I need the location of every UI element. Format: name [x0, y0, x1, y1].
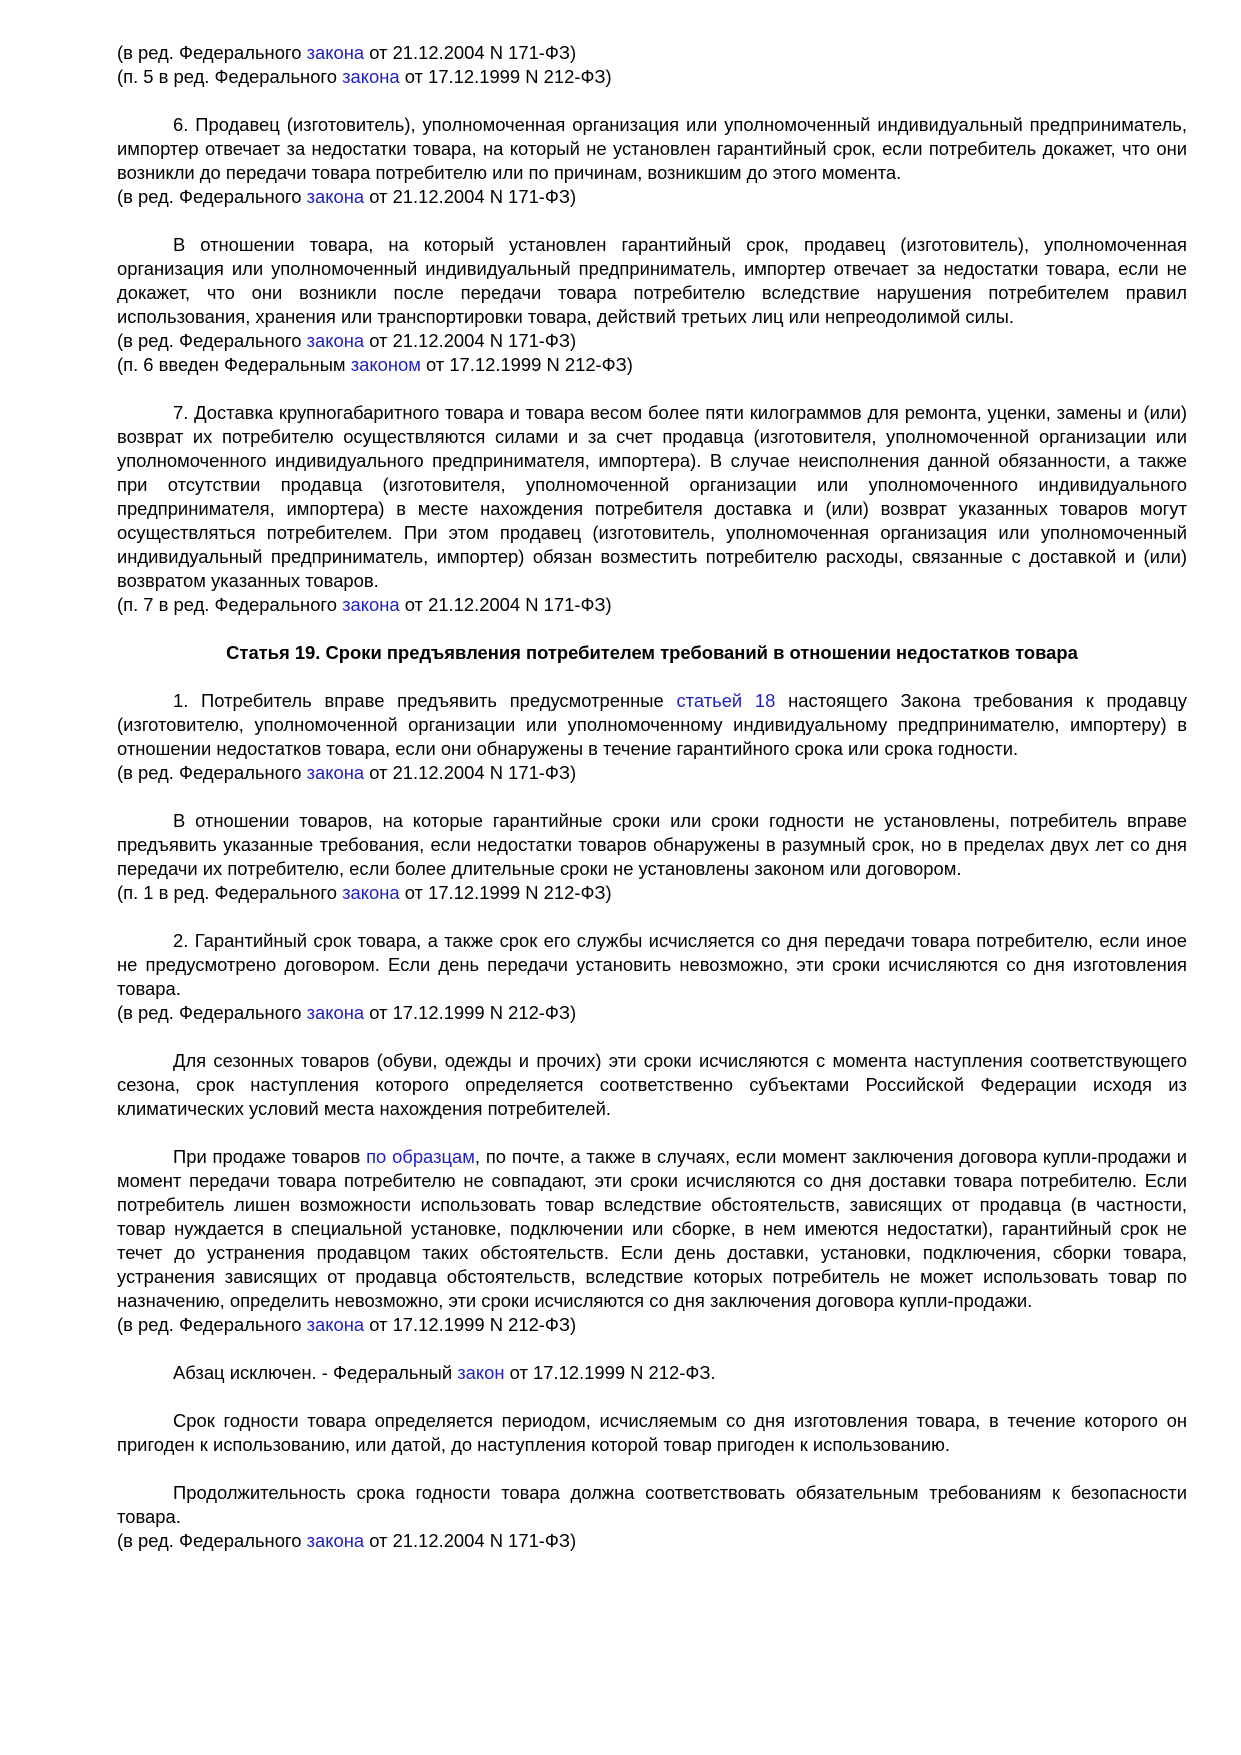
shelf-life-duration-paragraph: Продолжительность срока годности товара должна соответствовать обязательным требованиям к безопасности товара. [117, 1482, 1187, 1527]
law-link[interactable]: закона [342, 594, 400, 615]
excluded-paragraph [117, 1361, 1187, 1385]
note-text: (п. 1 в ред. Федерального [117, 882, 343, 903]
paragraph-text: , по почте, а также в случаях, если момент заключения договора купли-продажи и момент передачи товара потребителю не совпадают, эти сроки исчисляются со дня доставки товара потребителю. Если потребитель лишен возможности использовать товар вследствие обстоятельств, зависящих от продавца (в частности, товар нуждается в специальной установке, подключении или сборке, в нем имеются недостатки), гарантийный срок не течет до устранения продавцом таких обстоятельств. Если день доставки, установки, подключения, сборки товара, устранения зависящих от продавца обстоятельств, вследствие которых потребитель не может использовать товар по назначению, определить невозможно, эти сроки исчисляются со дня заключения договора купли-продажи. [117, 1146, 1187, 1311]
shelf-life-paragraph: Срок годности товара определяется периодом, исчисляемым со дня изготовления товара, в течение которого он пригоден к использованию, или датой, до наступления которой товар пригоден к использованию. [117, 1410, 1187, 1455]
spacer [117, 377, 1187, 401]
note-text: (п. 7 в ред. Федерального [117, 594, 343, 615]
spacer [117, 665, 1187, 689]
note-text: (в ред. Федерального [117, 1314, 307, 1335]
article-19-paragraph-1 [117, 689, 1187, 761]
law-link[interactable]: закона [306, 1314, 365, 1335]
note-text: от 17.12.1999 N 212-ФЗ) [399, 882, 612, 903]
article-19-heading: Статья 19. Сроки предъявления потребителем требований в отношении недостатков товара [226, 642, 1078, 663]
spacer [117, 1457, 1187, 1481]
note-text: от 17.12.1999 N 212-ФЗ) [364, 1002, 577, 1023]
paragraph-6-warranty: В отношении товара, на который установлен гарантийный срок, продавец (изготовитель), уполномоченная организация или уполномоченный индивидуальный предприниматель, импортер отвечает за недостатки товара, если не докажет, что они возникли после передачи товара потребителю вследствие нарушения потребителем правил использования, хранения или транспортировки товара, действий третьих лиц или непреодолимой силы. [117, 234, 1187, 327]
spacer [117, 209, 1187, 233]
note-text: от 21.12.2004 N 171-ФЗ) [364, 762, 577, 783]
note-text: от 21.12.2004 N 171-ФЗ) [364, 42, 577, 63]
note-text: (п. 6 введен Федеральным [117, 354, 351, 375]
note-text: (в ред. Федерального [117, 1002, 307, 1023]
amendment-note [117, 761, 1187, 785]
spacer [117, 617, 1187, 641]
note-text: от 21.12.2004 N 171-ФЗ) [399, 594, 612, 615]
amendment-note [117, 1001, 1187, 1025]
law-link[interactable]: закона [306, 1530, 365, 1551]
note-text: (п. 5 в ред. Федерального [117, 66, 343, 87]
paragraph-text: Абзац исключен. - Федеральный [173, 1362, 458, 1383]
law-link[interactable]: закона [306, 330, 365, 351]
amendment-note [117, 353, 1187, 377]
paragraph-6: 6. Продавец (изготовитель), уполномоченная организация или уполномоченный индивидуальный предприниматель, импортер отвечает за недостатки товара, на который не установлен гарантийный срок, если потребитель докажет, что они возникли до передачи товара потребителю или по причинам, возникшим до этого момента. [117, 114, 1187, 183]
law-link[interactable]: законом [350, 354, 421, 375]
samples-link[interactable]: по образцам [366, 1146, 475, 1167]
paragraph-text: от 17.12.1999 N 212-ФЗ. [504, 1362, 716, 1383]
sample-sales-paragraph [117, 1145, 1187, 1313]
seasonal-goods-paragraph: Для сезонных товаров (обуви, одежды и прочих) эти сроки исчисляются с момента наступления соответствующего сезона, срок наступления которого определяется соответственно субъектами Российской Федерации исходя из климатических условий места нахождения потребителей. [117, 1050, 1187, 1119]
note-text: от 21.12.2004 N 171-ФЗ) [364, 186, 577, 207]
paragraph-text: При продаже товаров [173, 1146, 367, 1167]
article-19-paragraph-1-no-term: В отношении товаров, на которые гарантийные сроки или сроки годности не установлены, потребитель вправе предъявить указанные требования, если недостатки товаров обнаружены в разумный срок, но в пределах двух лет со дня передачи их потребителю, если более длительные сроки не установлены законом или договором. [117, 810, 1187, 879]
law-link[interactable]: закона [306, 186, 365, 207]
law-link[interactable]: закона [306, 42, 365, 63]
amendment-note [117, 41, 1187, 65]
note-text: от 17.12.1999 N 212-ФЗ) [399, 66, 612, 87]
paragraph-text: 1. Потребитель вправе предъявить предусмотренные [173, 690, 677, 711]
amendment-note [117, 185, 1187, 209]
spacer [117, 89, 1187, 113]
note-text: (в ред. Федерального [117, 42, 307, 63]
spacer [117, 1121, 1187, 1145]
amendment-note [117, 881, 1187, 905]
amendment-note [117, 1529, 1187, 1553]
note-text: от 17.12.1999 N 212-ФЗ) [420, 354, 633, 375]
law-link[interactable]: закона [306, 762, 365, 783]
amendment-note [117, 593, 1187, 617]
spacer [117, 785, 1187, 809]
amendment-note [117, 329, 1187, 353]
article-18-link[interactable]: статьей 18 [676, 690, 776, 711]
note-text: (в ред. Федерального [117, 762, 307, 783]
amendment-note [117, 1313, 1187, 1337]
paragraph-7: 7. Доставка крупногабаритного товара и товара весом более пяти килограммов для ремонта, уценки, замены и (или) возврат их потребителю осуществляются силами и за счет продавца (изготовителя, уполномоченной организации или уполномоченного индивидуального предпринимателя, импортера). В случае неисполнения данной обязанности, а также при отсутствии продавца (изготовителя, уполномоченной организации или уполномоченного индивидуального предпринимателя, импортера) в месте нахождения потребителя доставка и (или) возврат указанных товаров могут осуществляться потребителем. При этом продавец (изготовитель, уполномоченная организация или уполномоченный индивидуальный предприниматель, импортер) обязан возместить потребителю расходы, связанные с доставкой и (или) возвратом указанных товаров. [117, 402, 1187, 591]
article-19-paragraph-2: 2. Гарантийный срок товара, а также срок его службы исчисляется со дня передачи товара потребителю, если иное не предусмотрено договором. Если день передачи установить невозможно, эти сроки исчисляются со дня изготовления товара. [117, 930, 1187, 999]
note-text: от 17.12.1999 N 212-ФЗ) [364, 1314, 577, 1335]
note-text: (в ред. Федерального [117, 186, 307, 207]
note-text: (в ред. Федерального [117, 330, 307, 351]
paragraph-text: настоящего Закона требования к продавцу (изготовителю, уполномоченной организации или уполномоченному индивидуальному предпринимателю, импортеру) в отношении недостатков товара, если они обнаружены в течение гарантийного срока или срока годности. [117, 690, 1187, 759]
spacer [117, 1337, 1187, 1361]
spacer [117, 1025, 1187, 1049]
amendment-note [117, 65, 1187, 89]
law-link[interactable]: закона [306, 1002, 365, 1023]
spacer [117, 1385, 1187, 1409]
law-link[interactable]: закон [457, 1362, 505, 1383]
law-link[interactable]: закона [342, 882, 400, 903]
spacer [117, 905, 1187, 929]
law-link[interactable]: закона [342, 66, 400, 87]
note-text: от 21.12.2004 N 171-ФЗ) [364, 1530, 577, 1551]
document-page [117, 41, 1187, 1553]
note-text: от 21.12.2004 N 171-ФЗ) [364, 330, 577, 351]
note-text: (в ред. Федерального [117, 1530, 307, 1551]
